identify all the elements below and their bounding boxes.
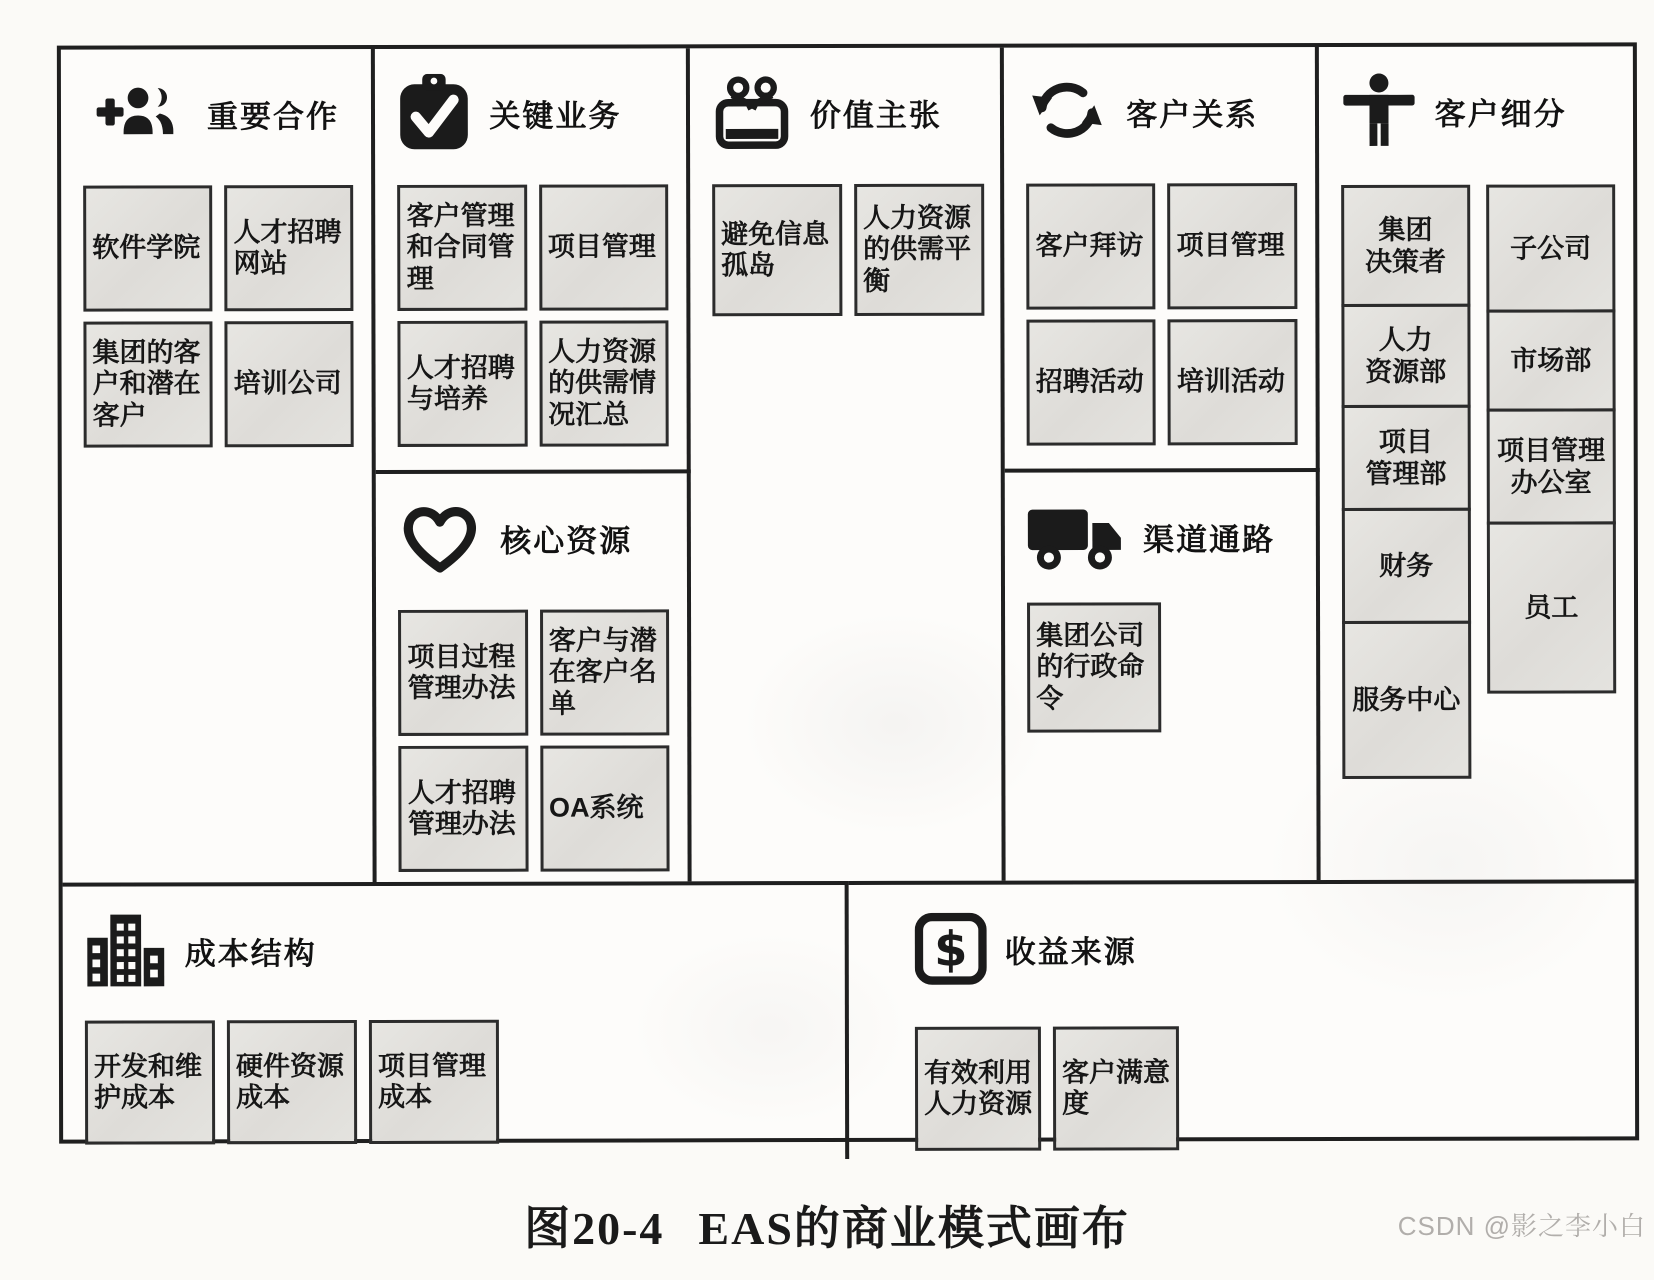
canvas-item: 硬件资源 成本 (227, 1020, 357, 1144)
canvas-item: 人才招聘 与培养 (398, 321, 527, 447)
canvas-item: 人力资源 的供需情 况汇总 (539, 320, 668, 446)
canvas-item: 招聘活动 (1027, 319, 1156, 445)
section-title: 关键业务 (489, 97, 622, 134)
section-cost-structure (63, 881, 850, 1161)
key-partners-items (83, 185, 354, 448)
canvas-item: 市场部 (1486, 309, 1615, 411)
canvas-item: 避免信息 孤岛 (712, 184, 842, 316)
svg-text:$: $ (933, 921, 968, 978)
canvas-item: 培训公司 (225, 321, 354, 447)
canvas-item: 项目 管理部 (1341, 405, 1470, 511)
canvas-item: 集团的客 户和潜在 客户 (83, 321, 212, 447)
section-title: 客户细分 (1434, 95, 1567, 132)
key-partners-header (83, 71, 354, 156)
canvas-item: 客户管理 和合同管 理 (398, 185, 527, 311)
clipboard-check-icon (397, 74, 471, 152)
cost-structure-header (85, 907, 827, 993)
segments-left-column (1341, 185, 1471, 779)
canvas-item: 人力 资源部 (1341, 304, 1470, 408)
section-title: 成本结构 (184, 935, 317, 971)
revenue-streams-items (915, 1025, 1617, 1150)
customer-relationships-items (1026, 183, 1297, 446)
section-title: 渠道通路 (1143, 521, 1276, 557)
canvas-item: 财务 (1341, 508, 1470, 624)
canvas-item: 人力资源 的供需平 衡 (854, 184, 984, 316)
section-key-activities (375, 48, 690, 474)
canvas-item: 客户满意 度 (1053, 1026, 1179, 1150)
section-title: 重要合作 (206, 98, 340, 134)
customer-segments-header (1340, 68, 1615, 153)
section-customer-segments (1318, 46, 1634, 880)
canvas-item: 开发和维 护成本 (85, 1020, 215, 1144)
heart-icon (398, 500, 482, 576)
canvas-item: 有效利用 人力资源 (915, 1027, 1041, 1151)
section-channels (1005, 472, 1320, 881)
canvas-item: 人才招聘 管理办法 (399, 746, 528, 872)
key-activities-items (398, 184, 669, 447)
canvas-item: 子公司 (1486, 184, 1615, 312)
revenue-streams-header (915, 905, 1617, 990)
canvas-item: 员工 (1487, 521, 1617, 693)
key-resources-items (398, 609, 669, 872)
canvas-item: 项目管理 (539, 184, 668, 310)
section-value-proposition (690, 48, 1006, 882)
buildings-icon (85, 910, 167, 990)
section-title: 核心资源 (500, 522, 633, 559)
people-plus-icon (83, 84, 189, 142)
canvas-item: 人才招聘 网站 (224, 185, 353, 311)
canvas-item: 项目管理 (1168, 183, 1297, 309)
person-icon (1341, 71, 1417, 151)
segments-right-column (1486, 184, 1616, 778)
key-resources-header (398, 495, 669, 580)
customer-relationships-header (1026, 69, 1297, 154)
canvas-item: 项目过程 管理办法 (398, 610, 527, 736)
canvas-item: 培训活动 (1168, 319, 1297, 445)
canvas-item: 服务中心 (1342, 621, 1472, 779)
canvas-item: 项目管理 办公室 (1486, 408, 1615, 524)
value-proposition-items (712, 184, 983, 317)
section-title: 价值主张 (809, 97, 942, 133)
canvas-item: OA系统 (540, 745, 669, 871)
key-activities-header (397, 70, 668, 155)
section-title: 收益来源 (1004, 933, 1137, 970)
section-key-partners (61, 49, 377, 883)
value-proposition-header (712, 70, 983, 155)
canvas-item: 项目管理 成本 (369, 1020, 499, 1144)
canvas-item: 集团 决策者 (1341, 185, 1470, 307)
canvas-item: 集团公司 的行政命 令 (1027, 602, 1161, 732)
channels-header (1027, 494, 1298, 579)
truck-icon (1027, 500, 1125, 572)
section-customer-relationships (1004, 47, 1319, 473)
cost-structure-items (85, 1019, 827, 1145)
canvas-item: 软件学院 (83, 185, 212, 311)
figure-title: EAS的商业模式画布 (698, 1203, 1130, 1254)
canvas-item: 客户与潜 在客户名 单 (540, 609, 669, 735)
section-revenue-streams (849, 879, 1636, 1159)
csdn-watermark: CSDN @影之李小白 (1397, 1211, 1646, 1241)
canvas-item: 客户拜访 (1026, 183, 1155, 309)
cycle-arrows-icon (1026, 75, 1108, 147)
customer-segments-items (1341, 184, 1617, 779)
dollar-icon (915, 913, 987, 985)
section-title: 客户关系 (1126, 96, 1259, 132)
gift-icon (712, 75, 792, 150)
business-model-canvas (57, 42, 1639, 1143)
figure-number: 图20-4 (524, 1203, 665, 1254)
section-key-resources (376, 473, 691, 882)
